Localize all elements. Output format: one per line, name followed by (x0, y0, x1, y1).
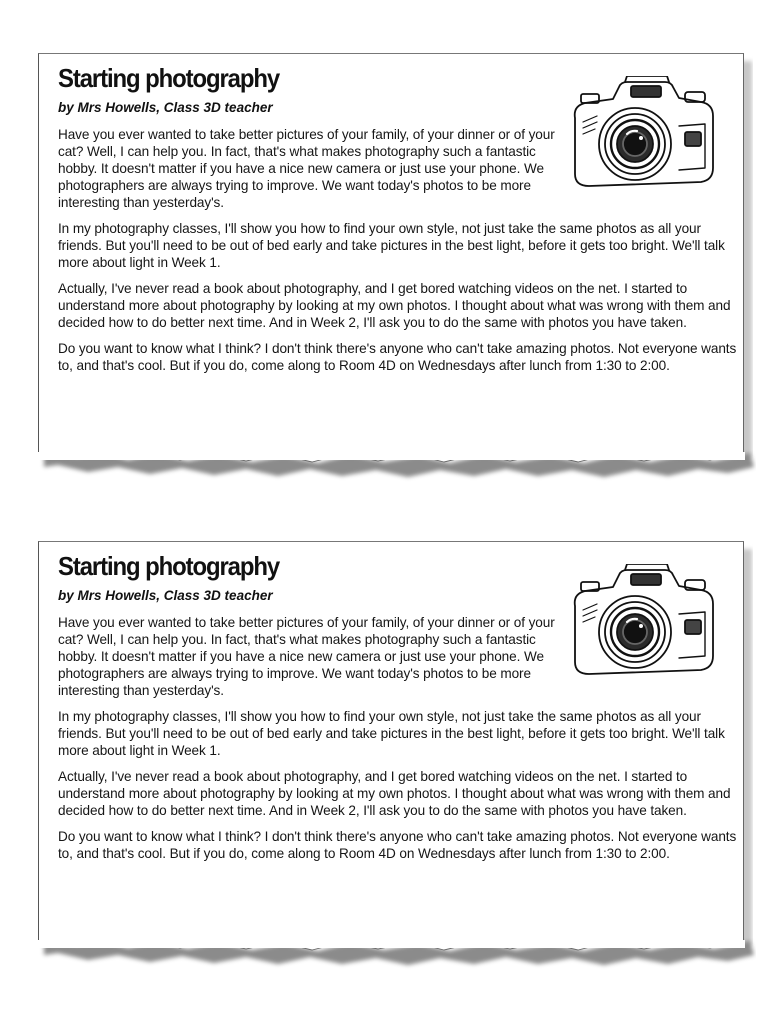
article-byline: by Mrs Howells, Class 3D teacher (58, 588, 273, 603)
article-paragraph: Have you ever wanted to take better pictures of your family, of your dinner or of your cat? Well, I can help you. In fact, that's what makes photography such a fantastic hobby. It doesn't matter if you have a nice new camera or just use your phone. We photographers are always trying to improve. We want today's photos to be more interesting than yesterday's. (58, 127, 555, 210)
article-byline: by Mrs Howells, Class 3D teacher (58, 100, 273, 115)
article-paragraph: Do you want to know what I think? I don't think there's anyone who can't take amazing photos. Not everyone wants to, and that's cool. But if you do, come along to Room 4D on Wednesdays after lunch from 1:30 to 2:00. (58, 829, 737, 861)
article-paragraph: Actually, I've never read a book about photography, and I get bored watching videos on the net. I started to understand more about photography by looking at my own photos. I thought about what was wrong with them and decided how to do better next time. And in Week 2, I'll ask you to do the same with photos you have taken. (58, 769, 731, 818)
camera-icon (567, 76, 717, 194)
paper-sheet (38, 53, 744, 454)
article-title: Starting photography (58, 63, 280, 93)
article-paragraph: Do you want to know what I think? I don't think there's anyone who can't take amazing photos. Not everyone wants to, and that's cool. But if you do, come along to Room 4D on Wednesdays after lunch from 1:30 to 2:00. (58, 341, 737, 373)
article-title: Starting photography (58, 551, 280, 581)
article-card (38, 541, 744, 961)
article-paragraph: Actually, I've never read a book about photography, and I get bored watching videos on the net. I started to understand more about photography by looking at my own photos. I thought about what was wrong with them and decided how to do better next time. And in Week 2, I'll ask you to do the same with photos you have taken. (58, 281, 731, 330)
camera-icon (567, 564, 717, 682)
article-paragraph: In my photography classes, I'll show you how to find your own style, not just take the same photos as all your friends. But you'll need to be out of bed early and take pictures in the best light, before it gets too bright. We'll talk more about light in Week 1. (58, 221, 725, 270)
article-paragraph: In my photography classes, I'll show you how to find your own style, not just take the same photos as all your friends. But you'll need to be out of bed early and take pictures in the best light, before it gets too bright. We'll talk more about light in Week 1. (58, 709, 725, 758)
paper-sheet (38, 541, 744, 942)
article-paragraph: Have you ever wanted to take better pictures of your family, of your dinner or of your cat? Well, I can help you. In fact, that's what makes photography such a fantastic hobby. It doesn't matter if you have a nice new camera or just use your phone. We photographers are always trying to improve. We want today's photos to be more interesting than yesterday's. (58, 615, 555, 698)
article-card (38, 53, 744, 473)
